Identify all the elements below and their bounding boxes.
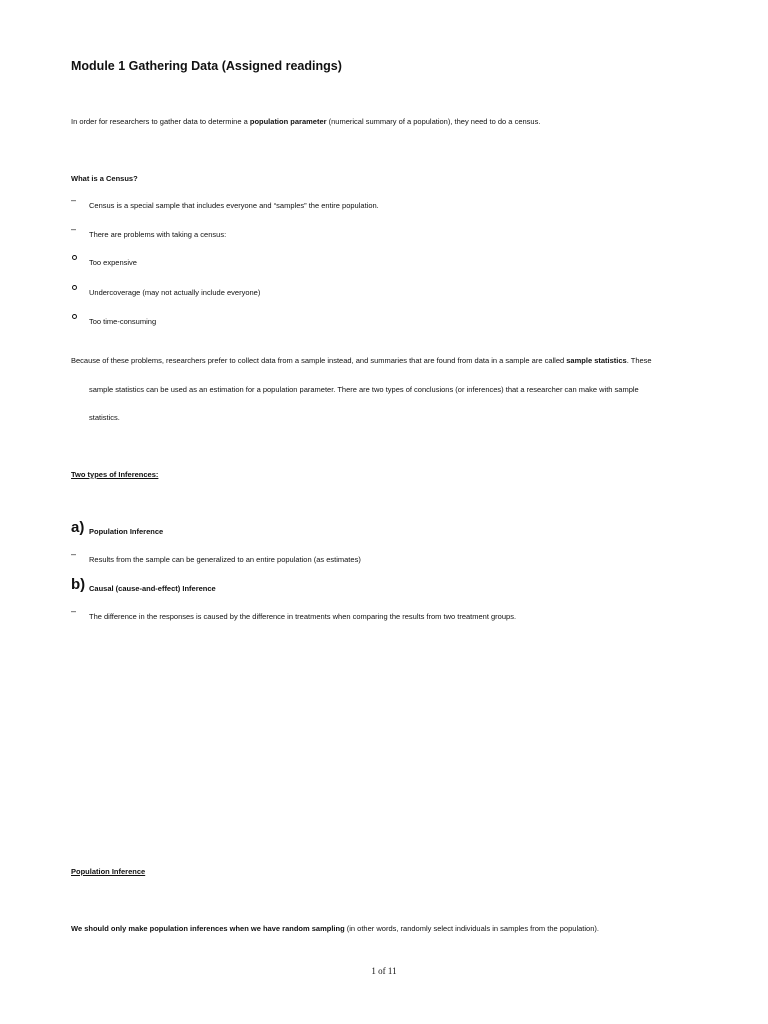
intro-bold-term: population parameter [249, 117, 327, 126]
list-letter-b: b) [71, 576, 86, 593]
dash-bullet: – [71, 224, 77, 234]
inference-detail: Results from the sample can be generalized to an entire population (as estimates) [89, 555, 361, 564]
intro-paragraph [71, 117, 540, 127]
sample-paragraph-line: statistics. [89, 413, 120, 422]
inference-label: Causal (cause-and-effect) Inference [89, 584, 216, 593]
population-paragraph [71, 924, 599, 934]
census-point: There are problems with taking a census: [89, 230, 227, 239]
inferences-heading: Two types of Inferences: [71, 470, 159, 479]
census-problem: Too time-consuming [89, 317, 157, 326]
census-heading: What is a Census? [71, 174, 138, 183]
population-bold-statement: We should only make population inferences when we have random sampling [71, 924, 345, 933]
population-text-after: (in other words, randomly select individuals in samples from the population). [344, 924, 599, 933]
census-problem: Undercoverage (may not actually include everyone) [89, 288, 261, 297]
census-point: Census is a special sample that includes everyone and “samples” the entire population. [89, 201, 379, 210]
page-number: 1 of 11 [371, 966, 397, 976]
inference-label: Population Inference [89, 527, 164, 536]
circle-bullet [72, 255, 77, 260]
list-letter-a: a) [71, 519, 85, 536]
circle-bullet [72, 285, 77, 290]
sample-text-after: . These [626, 356, 652, 365]
sample-paragraph-line [71, 356, 652, 366]
page-title: Module 1 Gathering Data (Assigned readings) [71, 59, 342, 73]
circle-bullet [72, 314, 77, 319]
population-heading: Population Inference [71, 867, 146, 876]
dash-bullet: – [71, 195, 77, 205]
sample-paragraph-line: sample statistics can be used as an estimation for a population parameter. There are two types of conclusions (or inferences) that a researcher can make with sample [89, 385, 639, 394]
dash-bullet: – [71, 606, 77, 616]
census-problem: Too expensive [89, 258, 137, 267]
dash-bullet: – [71, 549, 77, 559]
inference-detail: The difference in the responses is caused by the difference in treatments when comparing the results from two treatment groups. [89, 612, 517, 621]
sample-text-before: Because of these problems, researchers prefer to collect data from a sample instead, and summaries that are found from data in a sample are called [71, 356, 567, 365]
sample-bold-term: sample statistics [566, 356, 627, 365]
intro-text-after: (numerical summary of a population), they need to do a census. [326, 117, 541, 126]
intro-text-before: In order for researchers to gather data to determine a [71, 117, 250, 126]
